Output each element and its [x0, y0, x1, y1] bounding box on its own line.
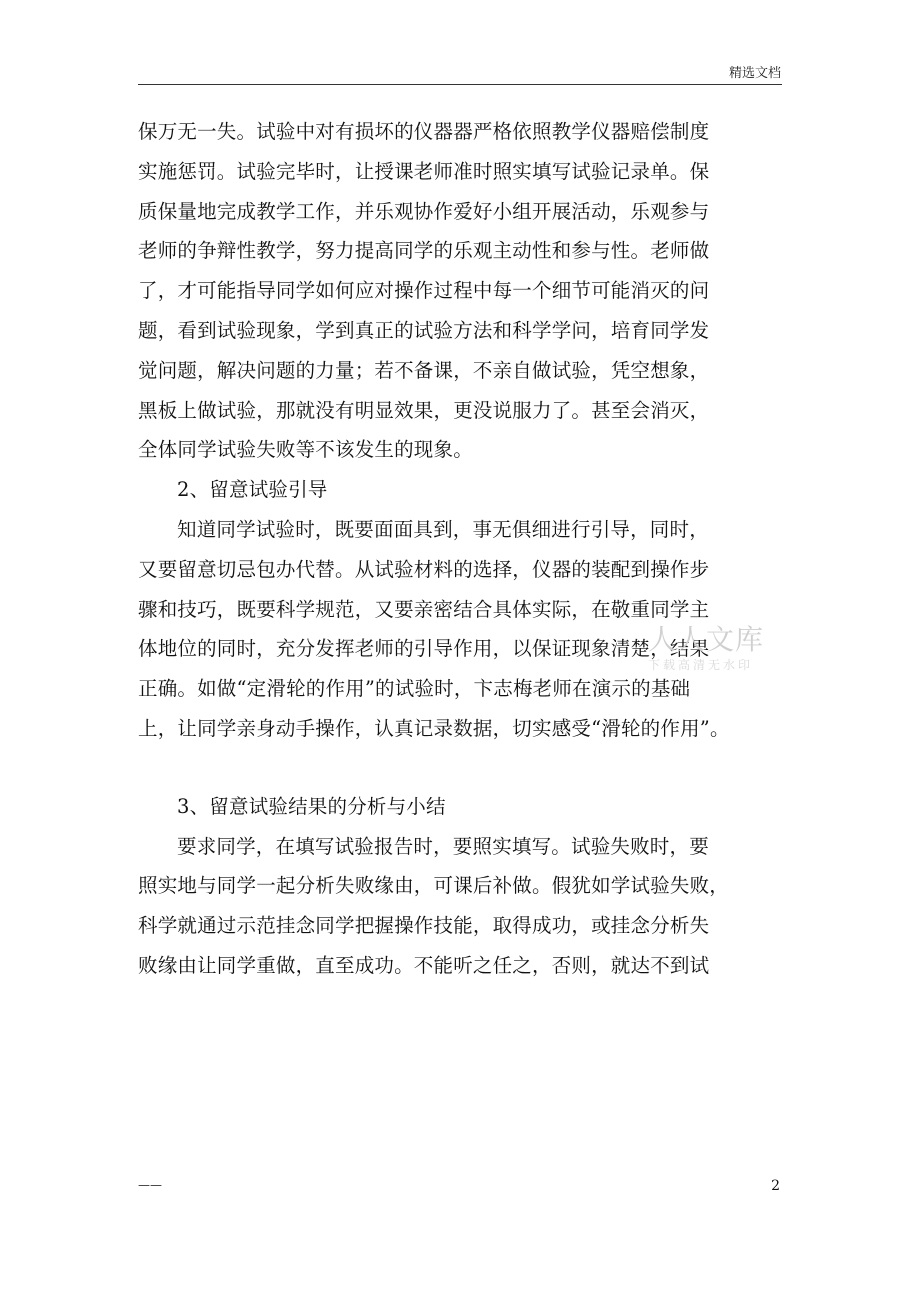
- page-number: 2: [771, 1178, 780, 1194]
- text-line: 了，才可能指导同学如何应对操作过程中每一个细节可能消灭的问: [138, 279, 710, 303]
- text-line: 上，让同学亲身动手操作，认真记录数据，切实感受“滑轮的作用”。: [138, 716, 730, 740]
- text-line: 题，看到试验现象，学到真正的试验方法和科学学问，培育同学发: [138, 318, 710, 342]
- header-label: 精选文档: [728, 66, 781, 81]
- text-line: 质保量地完成教学工作，并乐观协作爱好小组开展活动，乐观参与: [138, 199, 710, 223]
- text-line: 照实地与同学一起分析失败缘由，可课后补做。假犹如学试验失败，: [138, 874, 730, 898]
- text-line: 实施惩罚。试验完毕时，让授课老师准时照实填写试验记录单。保: [138, 159, 710, 183]
- section-heading-2: 2、留意试验引导: [177, 478, 328, 502]
- header-rule: [138, 84, 782, 85]
- paragraph-3: [138, 827, 798, 986]
- text-line: 知道同学试验时，既要面面具到，事无俱细进行引导，同时，: [177, 517, 709, 541]
- text-line: 全体同学试验失败等不该发生的现象。: [138, 438, 473, 462]
- footer-mark: ——: [138, 1178, 162, 1192]
- paragraph-gap: [138, 749, 798, 787]
- text-line: 老师的争辩性教学，努力提高同学的乐观主动性和参与性。老师做: [138, 239, 710, 263]
- text-line: 科学就通过示范挂念同学把握操作技能，取得成功，或挂念分析失: [138, 914, 710, 938]
- text-line: 骤和技巧，既要科学规范，又要亲密结合具体实际，在敬重同学主: [138, 597, 710, 621]
- text-line: 要求同学，在填写试验报告时，要照实填写。试验失败时，要: [177, 834, 709, 858]
- text-line: 败缘由让同学重做，直至成功。不能听之任之，否则，就达不到试: [138, 953, 710, 977]
- document-body: [138, 112, 798, 986]
- text-line: 觉问题，解决问题的力量；若不备课，不亲自做试验，凭空想象，: [138, 358, 710, 382]
- text-line: 又要留意切忌包办代替。从试验材料的选择，仪器的装配到操作步: [138, 557, 710, 581]
- text-line: 保万无一失。试验中对有损坏的仪器器严格依照教学仪器赔偿制度: [138, 120, 710, 143]
- watermark-title: 人人文库: [648, 623, 765, 656]
- watermark: [648, 618, 764, 673]
- section-heading-3: 3、留意试验结果的分析与小结: [177, 794, 446, 818]
- watermark-subtitle: 下载高清无水印: [648, 658, 754, 672]
- text-line: 正确。如做“定滑轮的作用”的试验时，卞志梅老师在演示的基础: [138, 677, 691, 701]
- paragraph-1: [138, 112, 798, 470]
- text-line: 黑板上做试验，那就没有明显效果，更没说服力了。甚至会消灭，: [138, 398, 710, 422]
- text-line: 体地位的同时，充分发挥老师的引导作用，以保证现象清楚，结果: [138, 637, 710, 661]
